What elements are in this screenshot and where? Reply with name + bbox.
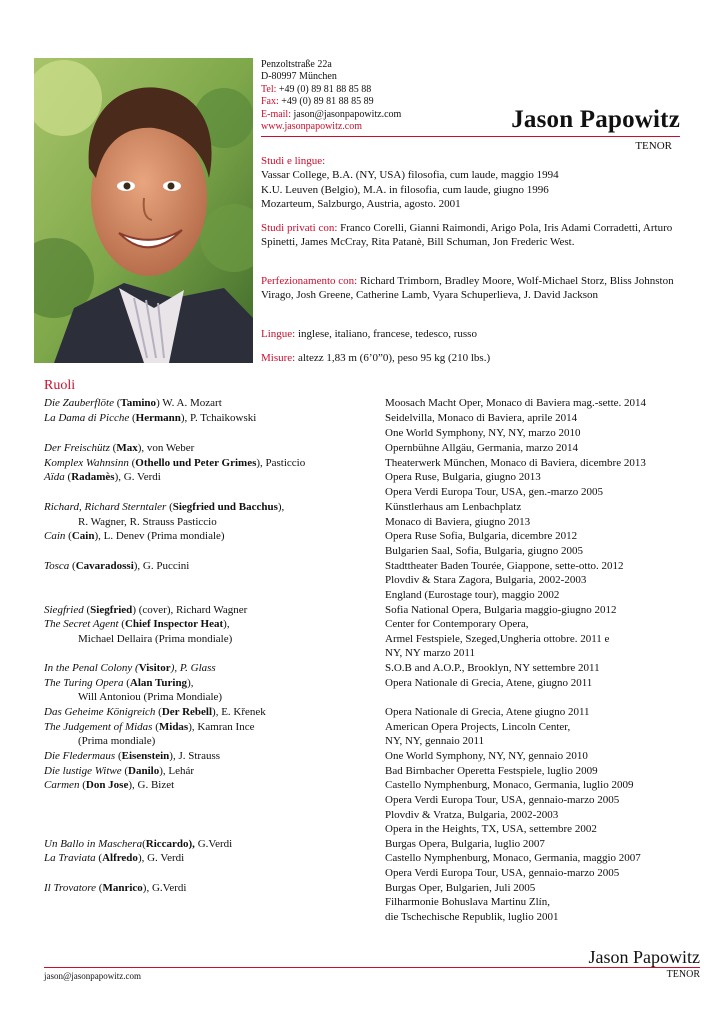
venue-line: S.O.B and A.O.P., Brooklyn, NY settembre 2011 [385, 662, 600, 674]
email-link[interactable]: jason@jasonpapowitz.com [291, 108, 402, 120]
venue-line: Seidelvilla, Monaco di Baviera, aprile 2014 [385, 412, 578, 424]
street-address: Penzoltstraße 22a [261, 59, 332, 70]
studies-label: Studi e lingue: [261, 155, 326, 167]
role-entry: Die Zauberflöte (Tamino) W. A. Mozart [44, 397, 222, 409]
venue-line: Plovdiv & Vratza, Bulgaria, 2002-2003 [385, 809, 559, 821]
lingue-label: Lingue: [261, 328, 296, 340]
venue-line: Plovdiv & Stara Zagora, Bulgaria, 2002-2003 [385, 574, 587, 586]
header-role: TENOR [635, 140, 672, 152]
venue-line: Castello Nymphenburg, Monaco, Germania, luglio 2009 [385, 779, 634, 791]
role-entry: The Secret Agent (Chief Inspector Heat), [44, 618, 230, 630]
page-title: Jason Papowitz [511, 106, 680, 133]
email-line [261, 109, 401, 121]
venue-line: Monaco di Baviera, giugno 2013 [385, 516, 531, 528]
role-entry: Die lustige Witwe (Danilo), Lehár [44, 765, 195, 777]
role-entry: Richard, Richard Sterntaler (Siegfried und Bacchus), [44, 501, 285, 513]
venue-line: die Tschechische Republik, luglio 2001 [385, 911, 559, 923]
role-entry: Tosca (Cavaradossi), G. Puccini [44, 560, 190, 572]
perfezionamento-text: Richard Trimborn, Bradley Moore, Wolf-Michael Storz, Bliss Johnston Virago, Josh Greene, Catherine Lamb, Vyara Schuperlieva, J. David Jackson [261, 275, 674, 302]
lingue-text: inglese, italiano, francese, tedesco, russo [295, 328, 477, 340]
tel-label: Tel: [261, 83, 277, 95]
contact-block [261, 59, 401, 133]
venue-line: Opera in the Heights, TX, USA, settembre 2002 [385, 823, 597, 835]
venue-line: Burgas Oper, Bulgarien, Juli 2005 [385, 882, 536, 894]
roles-heading: Ruoli [44, 378, 76, 393]
venue-line: Opera Nationale di Grecia, Atene giugno 2011 [385, 706, 590, 718]
role-entry-continuation: Will Antoniou (Prima Mondiale) [78, 691, 223, 703]
role-entry: Die Fledermaus (Eisenstein), J. Strauss [44, 750, 221, 762]
venue-line: One World Symphony, NY, NY, gennaio 2010 [385, 750, 588, 762]
role-entry-continuation: R. Wagner, R. Strauss Pasticcio [78, 516, 217, 528]
portrait-photo [34, 58, 253, 363]
venue-line: Castello Nymphenburg, Monaco, Germania, maggio 2007 [385, 852, 641, 864]
venue-line: Bad Birnbacher Operetta Festspiele, luglio 2009 [385, 765, 598, 777]
role-entry: The Judgement of Midas (Midas), Kamran Ince [44, 721, 255, 733]
tel-value: +49 (0) 89 81 88 85 88 [276, 83, 372, 95]
perfezionamento-section [261, 274, 681, 303]
venue-line: Sofia National Opera, Bulgaria maggio-giugno 2012 [385, 604, 617, 616]
role-entry: La Dama di Picche (Hermann), P. Tchaikowski [44, 412, 257, 424]
role-entry: Aïda (Radamès), G. Verdi [44, 471, 161, 483]
venue-line: Moosach Macht Oper, Monaco di Baviera mag.-sette. 2014 [385, 397, 647, 409]
venue-line: Bulgarien Saal, Sofia, Bulgaria, giugno 2005 [385, 545, 583, 557]
role-entry: Un Ballo in Maschera(Riccardo), G.Verdi [44, 838, 233, 850]
role-entry: Il Trovatore (Manrico), G.Verdi [44, 882, 187, 894]
studies-line: Mozarteum, Salzburgo, Austria, agosto. 2001 [261, 197, 461, 210]
role-entry: In the Penal Colony (Visitor), P. Glass [44, 662, 216, 674]
role-entry-continuation: (Prima mondiale) [78, 735, 156, 747]
role-entry: The Turing Opera (Alan Turing), [44, 677, 194, 689]
city-address: D-80997 München [261, 71, 337, 83]
private-studies-section [261, 221, 681, 250]
studies-section [261, 154, 681, 211]
misure-label: Misure: [261, 352, 296, 364]
footer-divider [44, 967, 700, 968]
venue-line: Theaterwerk München, Monaco di Baviera, dicembre 2013 [385, 457, 646, 469]
venue-line: Armel Festspiele, Szeged,Ungheria ottobre. 2011 e [385, 633, 610, 645]
venue-line: Stadttheater Baden Tourée, Giappone, sette-otto. 2012 [385, 560, 624, 572]
venue-line: One World Symphony, NY, NY, marzo 2010 [385, 427, 581, 439]
venue-line: England (Eurostage tour), maggio 2002 [385, 589, 560, 601]
fax-value: +49 (0) 89 81 88 85 89 [278, 96, 374, 108]
header-divider [261, 136, 680, 137]
venue-line: American Opera Projects, Lincoln Center, [385, 721, 571, 733]
role-entry: Komplex Wahnsinn (Othello und Peter Grimes), Pasticcio [44, 457, 306, 469]
fax-line [261, 96, 401, 108]
email-label: E-mail: [261, 108, 291, 120]
venue-line: Opera Ruse, Bulgaria, giugno 2013 [385, 471, 541, 483]
venue-line: Opera Verdi Europa Tour, USA, gen.-marzo 2005 [385, 486, 604, 498]
venue-line: Opera Verdi Europa Tour, USA, gennaio-marzo 2005 [385, 867, 620, 879]
footer-role: TENOR [666, 969, 700, 980]
studies-line: K.U. Leuven (Belgio), M.A. in filosofia, cum laude, giugno 1996 [261, 183, 549, 196]
role-entry: Der Freischütz (Max), von Weber [44, 442, 195, 454]
lingue-section [261, 327, 681, 341]
venue-line: Künstlerhaus am Lenbachplatz [385, 501, 522, 513]
studies-line: Vassar College, B.A. (NY, USA) filosofia, cum laude, maggio 1994 [261, 169, 559, 182]
venue-line: Opera Nationale di Grecia, Atene, giugno 2011 [385, 677, 593, 689]
tel-line [261, 84, 401, 96]
role-entry: La Traviata (Alfredo), G. Verdi [44, 852, 185, 864]
venue-line: Opera Ruse Sofia, Bulgaria, dicembre 2012 [385, 530, 578, 542]
role-entry: Siegfried (Siegfried) (cover), Richard Wagner [44, 604, 248, 616]
misure-text: altezz 1,83 m (6’0”0), peso 95 kg (210 lbs.) [295, 352, 491, 364]
private-studies-text: Franco Corelli, Gianni Raimondi, Arigo Pola, Iris Adami Corradetti, Arturo Spinetti, James McCray, Rita Patanè, Bill Schuman, Jon Frederic West. [261, 222, 673, 249]
venue-line: NY, NY, gennaio 2011 [385, 735, 485, 747]
footer-email-link[interactable]: jason@jasonpapowitz.com [44, 971, 142, 981]
fax-label: Fax: [261, 96, 279, 108]
venue-line: NY, NY marzo 2011 [385, 647, 476, 659]
role-entry: Carmen (Don Jose), G. Bizet [44, 779, 175, 791]
venue-line: Burgas Opera, Bulgaria, luglio 2007 [385, 838, 545, 850]
venue-line: Opera Verdi Europa Tour, USA, gennaio-marzo 2005 [385, 794, 620, 806]
venue-line: Filharmonie Bohuslava Martinu Zlín, [385, 896, 550, 908]
venue-line: Center for Contemporary Opera, [385, 618, 529, 630]
header-name-block [511, 106, 680, 134]
private-studies-label: Studi privati con: [261, 222, 338, 234]
website-link[interactable]: www.jasonpapowitz.com [261, 121, 362, 133]
role-entry: Das Geheime Königreich (Der Rebell), E. Křenek [44, 706, 266, 718]
role-entry: Cain (Cain), L. Denev (Prima mondiale) [44, 530, 225, 542]
venue-line: Opernbühne Allgäu, Germania, marzo 2014 [385, 442, 579, 454]
perfezionamento-label: Perfezionamento con: [261, 275, 358, 287]
role-entry-continuation: Michael Dellaira (Prima mondiale) [78, 633, 233, 645]
misure-section [261, 351, 681, 365]
footer-name: Jason Papowitz [588, 947, 700, 967]
